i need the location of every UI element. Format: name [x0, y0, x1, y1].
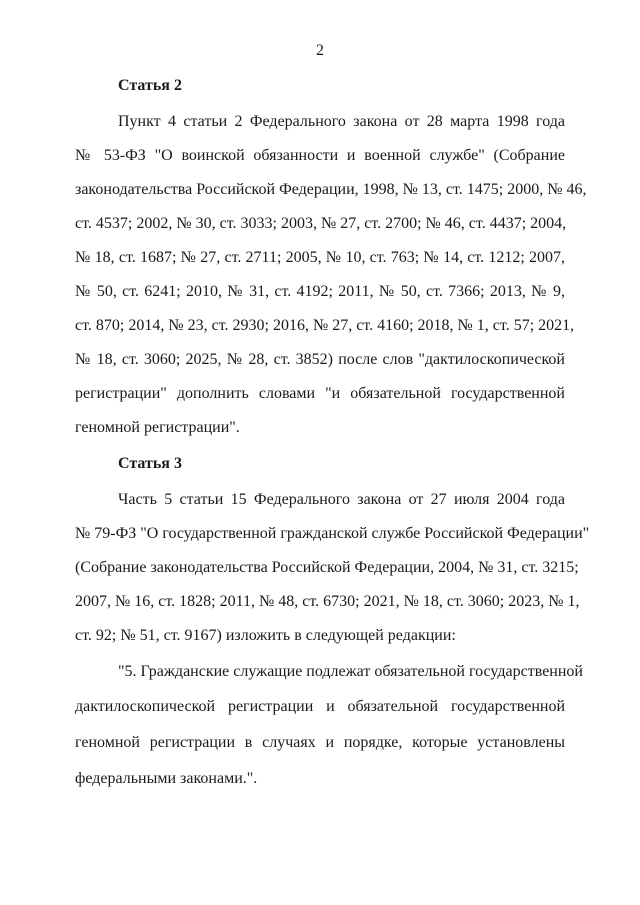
article-2-line: № 18, ст. 3060; 2025, № 28, ст. 3852) после слов "дактилоскопической [75, 351, 565, 368]
article-2-line: Пункт 4 статьи 2 Федерального закона от 28 марта 1998 года [118, 113, 565, 130]
article-3-line: (Собрание законодательства Российской Федерации, 2004, № 31, ст. 3215; [75, 559, 579, 576]
article-2-line: регистрации" дополнить словами "и обязательной государственной [75, 385, 565, 402]
article-3-quote-line: дактилоскопической регистрации и обязательной государственной [75, 698, 565, 715]
article-2-line: № 18, ст. 1687; № 27, ст. 2711; 2005, № 10, ст. 763; № 14, ст. 1212; 2007, [75, 249, 565, 266]
article-3-line: ст. 92; № 51, ст. 9167) изложить в следующей редакции: [75, 627, 456, 644]
article-2-line: ст. 870; 2014, № 23, ст. 2930; 2016, № 27, ст. 4160; 2018, № 1, ст. 57; 2021, [75, 317, 575, 334]
article-3-line: 2007, № 16, ст. 1828; 2011, № 48, ст. 6730; 2021, № 18, ст. 3060; 2023, № 1, [75, 593, 580, 610]
article-2-line: законодательства Российской Федерации, 1998, № 13, ст. 1475; 2000, № 46, [75, 181, 587, 198]
article-3-heading: Статья 3 [118, 455, 182, 472]
article-3-line: Часть 5 статьи 15 Федерального закона от 27 июля 2004 года [118, 491, 565, 508]
article-2-line: № 53-ФЗ "О воинской обязанности и военной службе" (Собрание [75, 147, 565, 164]
article-3-quote-line: федеральными законами.". [75, 770, 258, 787]
article-3-quote-line: геномной регистрации в случаях и порядке, которые установлены [75, 734, 565, 751]
article-3-quote-line: "5. Гражданские служащие подлежат обязательной государственной [118, 663, 583, 680]
page-number: 2 [316, 42, 324, 59]
article-2-line: геномной регистрации". [75, 419, 240, 436]
article-2-line: ст. 4537; 2002, № 30, ст. 3033; 2003, № 27, ст. 2700; № 46, ст. 4437; 2004, [75, 215, 567, 232]
article-2-heading: Статья 2 [118, 77, 182, 94]
article-3-line: № 79-ФЗ "О государственной гражданской службе Российской Федерации" [75, 525, 590, 542]
article-2-line: № 50, ст. 6241; 2010, № 31, ст. 4192; 2011, № 50, ст. 7366; 2013, № 9, [75, 283, 565, 300]
